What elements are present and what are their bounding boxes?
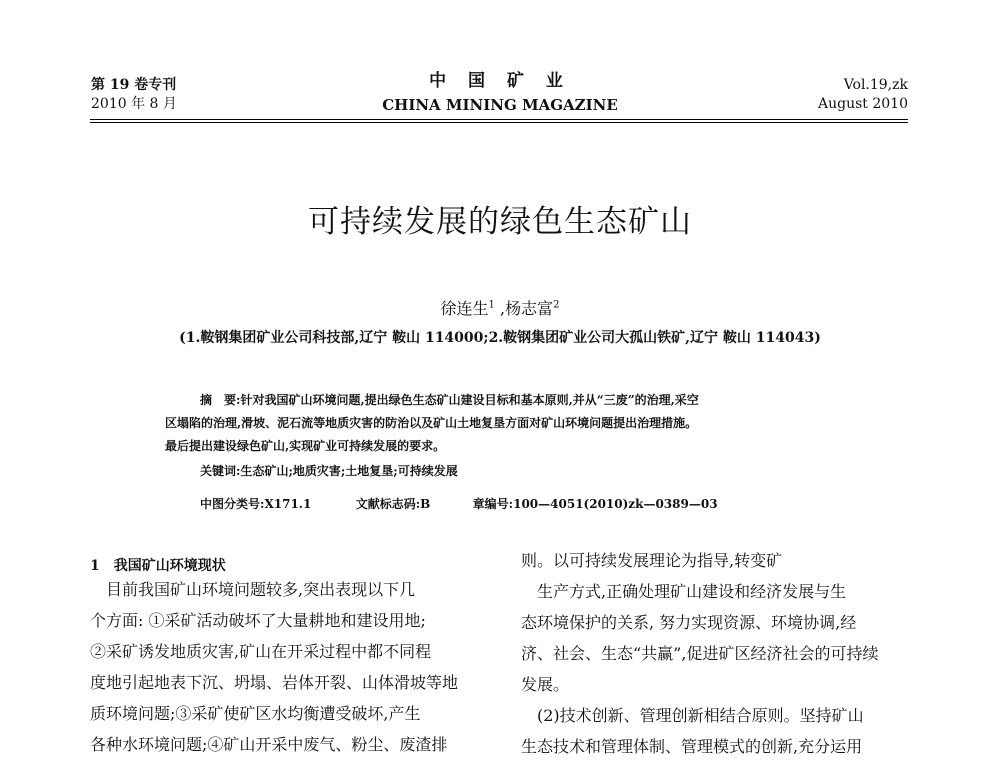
classification-line <box>200 494 718 515</box>
volume-label-en: Vol.19,zk <box>843 77 908 93</box>
left-column-body <box>90 574 490 760</box>
paragraph-line: 个方面: ①采矿活动破坏了大量耕地和建设用地; <box>90 611 426 630</box>
abstract-label: 摘 要: <box>200 393 241 407</box>
paragraph-line: 各种水环境问题;④矿山开采中废气、粉尘、废渣排 <box>90 735 448 754</box>
volume-label: 第 19 卷专刊 <box>91 77 177 93</box>
header-rule-top <box>90 119 908 120</box>
paragraph-line: 目前我国矿山环境问题较多,突出表现以下几 <box>90 580 416 599</box>
author-name: 徐连生 <box>440 299 489 318</box>
author-affil-mark: 1 <box>488 299 495 311</box>
article-no: 100—4051(2010)zk—0389—03 <box>513 497 718 511</box>
abstract-line: 区塌陷的治理,滑坡、泥石流等地质灾害的防治以及矿山土地复垦方面对矿山环境问题提出治理措施。 <box>165 416 698 430</box>
article-no-label: 章编号: <box>472 497 514 511</box>
abstract-text: 针对我国矿山环境问题,提出绿色生态矿山建设目标和基本原则,并从“三废”的治理,采空 <box>240 393 699 407</box>
paragraph-line: 生产方式,正确处理矿山建设和经济发展与生 <box>521 582 847 601</box>
abstract-line: 最后提出建设绿色矿山,实现矿业可持续发展的要求。 <box>165 439 446 453</box>
paragraph-line: (2)技术创新、管理创新相结合原则。坚持矿山 <box>521 706 864 725</box>
clc-label: 中图分类号: <box>200 497 265 511</box>
author-affil-mark: 2 <box>553 299 560 311</box>
paragraph-line: 态环境保护的关系, 努力实现资源、环境协调,经 <box>521 613 857 632</box>
clc-code: X171.1 <box>264 497 312 511</box>
paragraph-line: 度地引起地表下沉、坍塌、岩体开裂、山体滑坡等地 <box>90 673 459 692</box>
paragraph-line: 济、社会、生态“共赢”,促进矿区经济社会的可持续 <box>521 644 879 663</box>
doc-code: B <box>420 497 431 511</box>
paragraph-line: 发展。 <box>521 675 570 694</box>
article-title: 可持续发展的绿色生态矿山 <box>308 204 692 240</box>
right-column-body <box>521 545 921 762</box>
keywords <box>200 461 458 482</box>
paragraph-line: ②采矿诱发地质灾害,矿山在开采过程中都不同程 <box>90 642 432 661</box>
issue-date-cn: 2010 年 8 月 <box>91 96 177 112</box>
doc-code-label: 文献标志码: <box>355 497 421 511</box>
journal-title-en: CHINA MINING MAGAZINE <box>382 96 618 114</box>
issue-date-en: August 2010 <box>818 96 908 112</box>
paragraph-line: 质环境问题;③采矿使矿区水均衡遭受破坏,产生 <box>90 704 421 723</box>
header-rule-bottom <box>90 122 908 123</box>
paragraph-line: 生态技术和管理体制、管理模式的创新,充分运用 <box>521 737 863 756</box>
journal-title-cn: 中 国 矿 业 <box>429 71 571 91</box>
keywords-label: 关键词: <box>200 464 241 478</box>
author-name: 杨志富 <box>505 299 554 318</box>
affiliation: (1.鞍钢集团矿业公司科技部,辽宁 鞍山 114000;2.鞍钢集团矿业公司大孤山铁矿,辽宁 鞍山 114043) <box>179 330 821 346</box>
section-heading: 1 我国矿山环境现状 <box>90 558 226 574</box>
paragraph-line: 则。以可持续发展理论为指导,转变矿 <box>521 551 783 570</box>
keywords-text: 生态矿山;地质灾害;土地复垦;可持续发展 <box>240 464 458 478</box>
abstract-line <box>200 390 699 411</box>
author-list: 徐连生$^1$ ,杨志富$^2$ <box>440 299 560 318</box>
